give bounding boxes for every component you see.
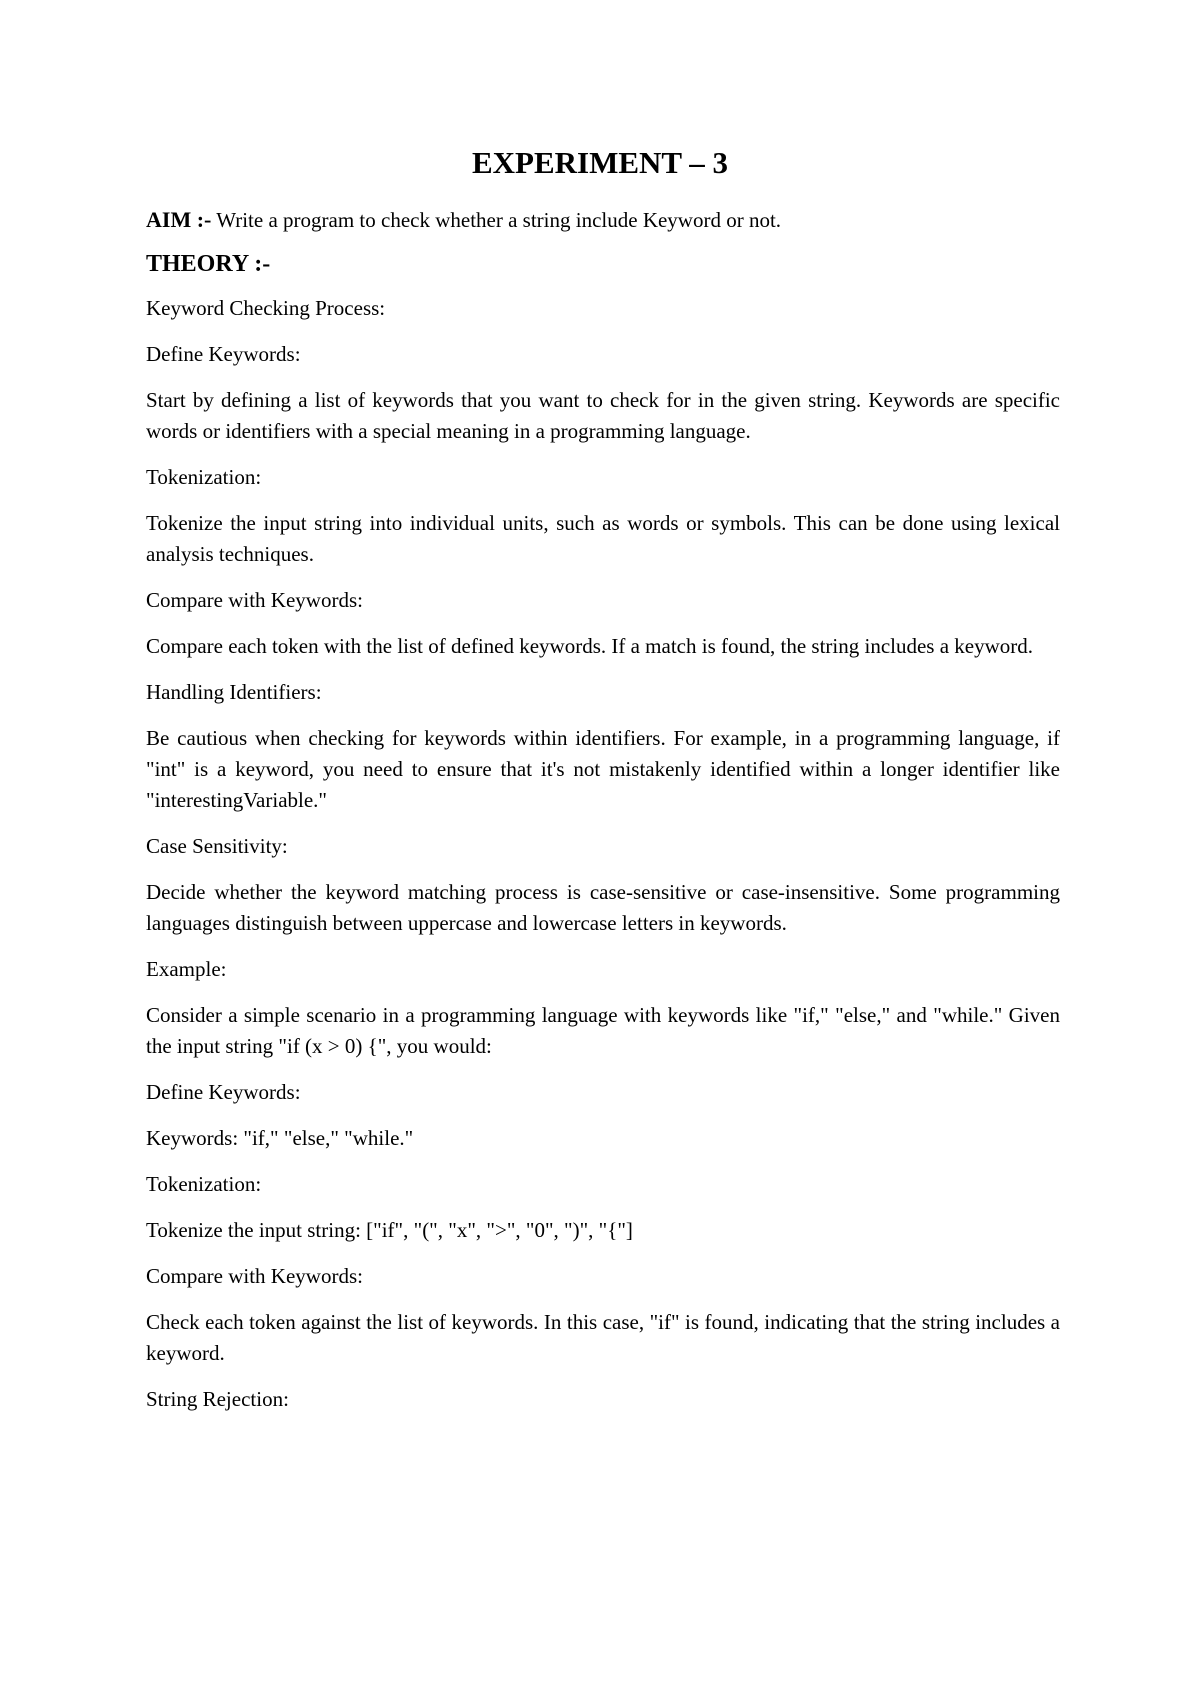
aim-text: Write a program to check whether a string include Keyword or not. bbox=[216, 208, 782, 232]
theory-heading: THEORY :- bbox=[146, 251, 271, 277]
page-title: EXPERIMENT – 3 bbox=[471, 145, 729, 180]
paragraph-case-sensitivity: Decide whether the keyword matching process is case-sensitive or case-insensitive. Some programming languages distinguish between uppercase and lowercase letters in keywords. bbox=[146, 880, 1060, 935]
paragraph-define-keywords: Start by defining a list of keywords that you want to check for in the given string. Keywords are specific words or identifiers with a special meaning in a programming language. bbox=[146, 388, 1060, 443]
paragraph-handling-identifiers: Be cautious when checking for keywords within identifiers. For example, in a programming language, if "int" is a keyword, you need to ensure that it's not mistakenly identified within a longer identifier like "interestingVariable." bbox=[146, 726, 1060, 812]
paragraph-example: Consider a simple scenario in a programming language with keywords like "if," "else," and "while." Given the input string "if (x > 0) {", you would: bbox=[146, 1003, 1060, 1058]
subheading-case-sensitivity: Case Sensitivity: bbox=[146, 834, 288, 858]
paragraph-compare-with-keywords: Compare each token with the list of defined keywords. If a match is found, the string includes a keyword. bbox=[146, 634, 1034, 658]
subheading-keyword-checking-process: Keyword Checking Process: bbox=[146, 296, 386, 320]
subheading-example-tokenization: Tokenization: bbox=[146, 1172, 262, 1196]
paragraph-example-tokens: Tokenize the input string: ["if", "(", "x", ">", "0", ")", "{"] bbox=[146, 1218, 633, 1242]
document-body bbox=[146, 204, 1060, 1430]
aim-label: AIM :- bbox=[146, 207, 212, 232]
paragraph-tokenization: Tokenize the input string into individual units, such as words or symbols. This can be done using lexical analysis techniques. bbox=[146, 511, 1060, 566]
subheading-compare-with-keywords: Compare with Keywords: bbox=[146, 588, 363, 612]
subheading-string-rejection: String Rejection: bbox=[146, 1387, 289, 1411]
paragraph-example-keywords: Keywords: "if," "else," "while." bbox=[146, 1126, 414, 1150]
subheading-handling-identifiers: Handling Identifiers: bbox=[146, 680, 322, 704]
subheading-tokenization: Tokenization: bbox=[146, 465, 262, 489]
subheading-example: Example: bbox=[146, 957, 227, 981]
paragraph-example-compare: Check each token against the list of keywords. In this case, "if" is found, indicating that the string includes a keyword. bbox=[146, 1310, 1060, 1365]
aim-line bbox=[146, 204, 1060, 236]
subheading-example-compare: Compare with Keywords: bbox=[146, 1264, 363, 1288]
subheading-example-define-keywords: Define Keywords: bbox=[146, 1080, 301, 1104]
subheading-define-keywords: Define Keywords: bbox=[146, 342, 301, 366]
